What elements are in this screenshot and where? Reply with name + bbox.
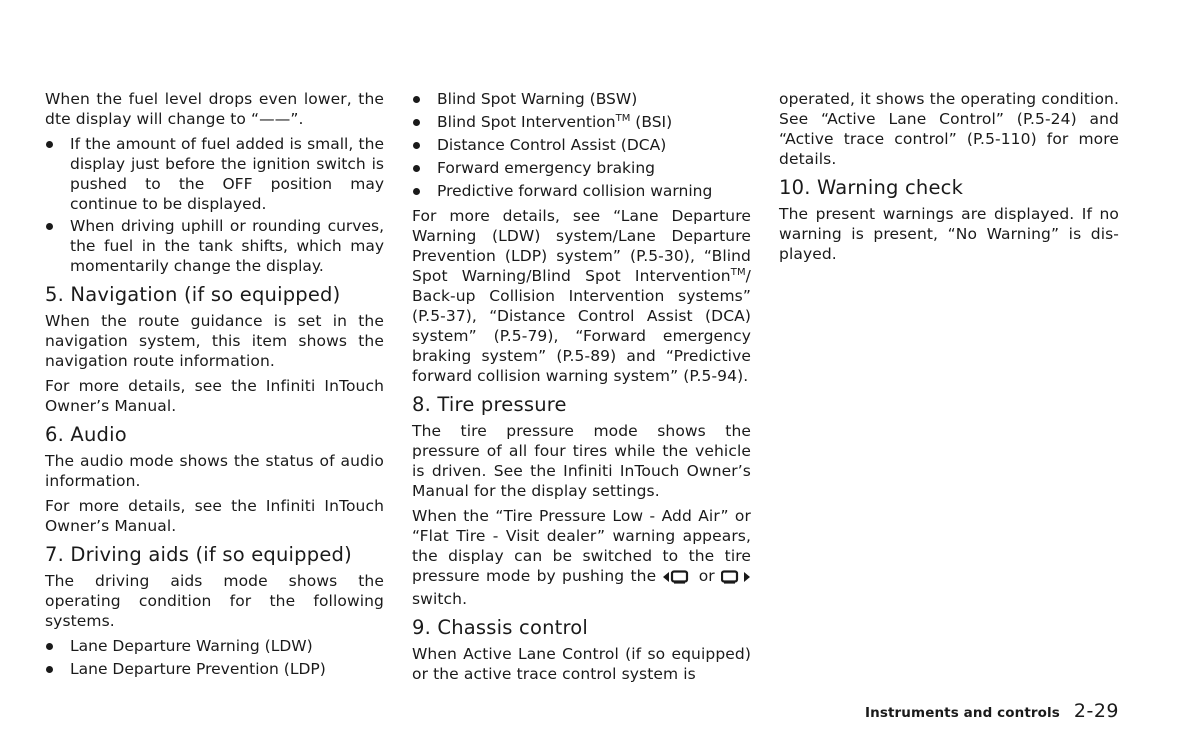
page-footer [865, 700, 1119, 722]
bullet-icon [46, 223, 53, 230]
audio-more-text: For more details, see the Infiniti InTouch Owner’s Manual. [45, 497, 384, 535]
fuel-intro-text: When the fuel level drops even lower, the dte display will change to “——”. [45, 90, 384, 128]
chassis-control-text: When Active Lane Control (if so equipped) or the active trace control system is [412, 645, 751, 683]
navigation-more-text: For more details, see the Infiniti InTouch Owner’s Manual. [45, 377, 384, 415]
navigation-heading: 5. Navigation (if so equipped) [45, 283, 341, 306]
warning-check-heading: 10. Warning check [779, 176, 964, 199]
list-item: Distance Control Assist (DCA) [412, 135, 751, 155]
audio-heading: 6. Audio [45, 423, 127, 446]
column-1 [45, 89, 384, 684]
tire-pressure-switch-text: When the “Tire Pressure Low - Add Air” or “Flat Tire - Visit dealer” warning appears, the display can be switched to the tire pressure mode by pushing the or switch. [412, 507, 751, 608]
page-number: 2-29 [1073, 700, 1119, 722]
warning-check-text: The present warnings are displayed. If no warning is present, “No Warning” is dis- played. [779, 205, 1119, 263]
list-item: Forward emergency braking [412, 158, 751, 178]
bullet-icon [46, 666, 53, 673]
column-2 [412, 89, 751, 689]
trademark-mark: TM [615, 112, 631, 124]
list-item: Blind Spot Intervention™ (BSI) [412, 112, 751, 132]
chassis-control-heading: 9. Chassis control [412, 616, 589, 639]
bullet-icon [413, 188, 420, 195]
driving-aids-heading: 7. Driving aids (if so equipped) [45, 543, 352, 566]
driving-aids-text: The driving aids mode shows the operating condition for the following systems. [45, 572, 384, 630]
bullet-icon [413, 165, 420, 172]
bullet-icon [413, 142, 420, 149]
bullet-icon [413, 119, 420, 126]
driving-aids-details-text: For more details, see “Lane Departure Warning (LDW) system/Lane Departure Prevention (LDP) system” (P.5-30), “Blind Spot Warning/Blind Spot Intervention™/ Back-up Collision Intervention systems” (P.5-37), “Distance Control Assist (DCA) system” (P.5-79), “Forward emergency braking system” (P.5-89) and “Predictive forward collision warning system” (P.5-94). [412, 207, 751, 385]
fuel-bullet-list [45, 134, 384, 276]
switch-left-icon [662, 569, 692, 589]
trademark-mark: TM [730, 266, 746, 278]
list-item: Lane Departure Warning (LDW) [45, 636, 384, 656]
list-item: Lane Departure Prevention (LDP) [45, 659, 384, 679]
driving-aids-list-continued [412, 89, 751, 201]
chassis-control-continued-text: operated, it shows the operating condition. See “Active Lane Control” (P.5-24) and “Active trace control” (P.5-110) for more details. [779, 90, 1119, 168]
list-item: If the amount of fuel added is small, the display just before the ignition switch is pushed to the OFF position may continue to be displayed. [45, 134, 384, 214]
tire-pressure-heading: 8. Tire pressure [412, 393, 567, 416]
bullet-icon [46, 643, 53, 650]
tire-pressure-text: The tire pressure mode shows the pressure of all four tires while the vehicle is driven. See the Infiniti InTouch Owner’s Manual for the display settings. [412, 422, 751, 500]
bullet-icon [413, 96, 420, 103]
list-item: When driving uphill or rounding curves, the fuel in the tank shifts, which may momentarily change the display. [45, 216, 384, 276]
list-item: Predictive forward collision warning [412, 181, 751, 201]
column-3 [779, 89, 1119, 269]
audio-text: The audio mode shows the status of audio information. [45, 452, 384, 490]
navigation-text: When the route guidance is set in the navigation system, this item shows the navigation route information. [45, 312, 384, 370]
driving-aids-list [45, 636, 384, 679]
bullet-icon [46, 141, 53, 148]
list-item: Blind Spot Warning (BSW) [412, 89, 751, 109]
switch-right-icon [721, 569, 751, 589]
section-title: Instruments and controls [865, 705, 1060, 721]
